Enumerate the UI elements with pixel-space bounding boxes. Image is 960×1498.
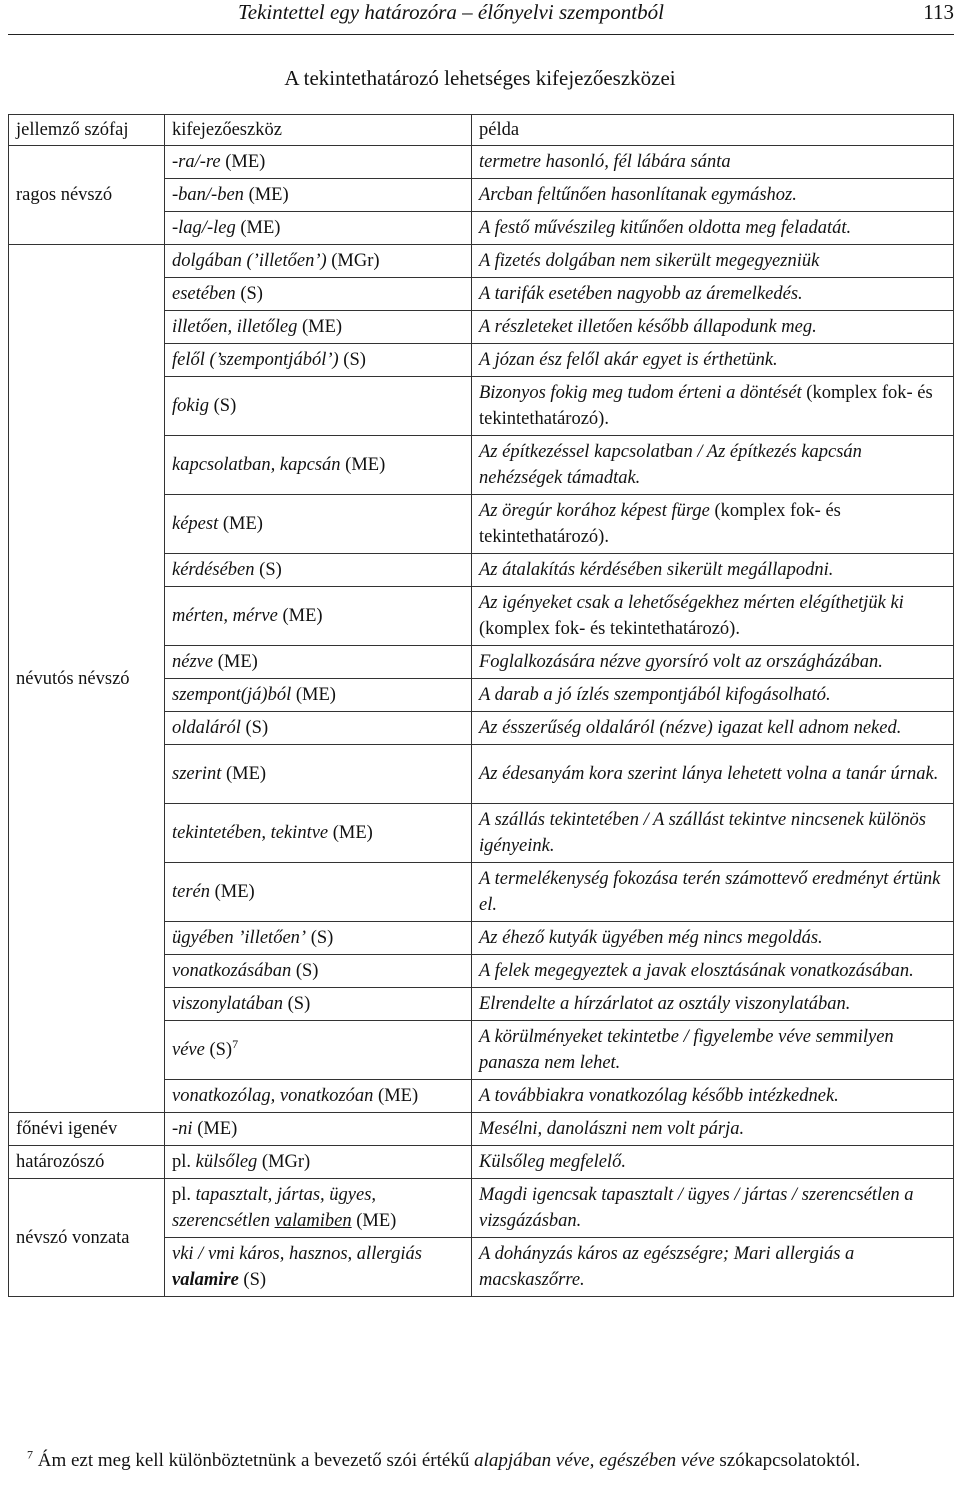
- expression-cell: kapcsolatban, kapcsán (ME): [165, 436, 472, 495]
- footnote: [8, 1447, 952, 1475]
- expression-cell: -ra/-re (ME): [165, 146, 472, 179]
- group-cell: főnévi igenév: [9, 1113, 165, 1146]
- example-cell: A dohányzás káros az egészségre; Mari allergiás a macskaszőrre.: [472, 1238, 954, 1297]
- example-cell: A körülményeket tekintetbe / figyelembe véve semmilyen panasza nem lehet.: [472, 1021, 954, 1080]
- example-cell: A fizetés dolgában nem sikerült megegyezniük: [472, 245, 954, 278]
- table-row: [9, 245, 954, 278]
- example-cell: A felek megegyeztek a javak elosztásának vonatkozásában.: [472, 955, 954, 988]
- example-cell: A darab a jó ízlés szempontjából kifogásolható.: [472, 679, 954, 712]
- footnote-emphasis: alapjában véve, egészében véve: [474, 1450, 715, 1471]
- example-cell: Az ésszerűség oldaláról (nézve) igazat kell adnom neked.: [472, 712, 954, 745]
- expression-cell: vonatkozásában (S): [165, 955, 472, 988]
- table-row: [9, 146, 954, 179]
- expression-cell: mérten, mérve (ME): [165, 587, 472, 646]
- expression-cell: pl. külsőleg (MGr): [165, 1146, 472, 1179]
- footnote-text-end: szókapcsolatoktól.: [719, 1450, 861, 1471]
- table-row: [9, 1146, 954, 1179]
- column-header: példa: [472, 115, 954, 146]
- expression-cell: vonatkozólag, vonatkozóan (ME): [165, 1080, 472, 1113]
- example-cell: A szállás tekintetében / A szállást tekintve nincsenek különös igényeink.: [472, 804, 954, 863]
- example-cell: Elrendelte a hírzárlatot az osztály viszonylatában.: [472, 988, 954, 1021]
- example-cell: A tarifák esetében nagyobb az áremelkedés.: [472, 278, 954, 311]
- expression-cell: -ban/-ben (ME): [165, 179, 472, 212]
- expression-table: [8, 114, 954, 1297]
- expression-cell: -lag/-leg (ME): [165, 212, 472, 245]
- example-cell: A továbbiakra vonatkozólag később intézkednek.: [472, 1080, 954, 1113]
- expression-cell: szerint (ME): [165, 745, 472, 804]
- group-cell: ragos névszó: [9, 146, 165, 245]
- expression-cell: illetően, illetőleg (ME): [165, 311, 472, 344]
- expression-cell: oldaláról (S): [165, 712, 472, 745]
- expression-cell: terén (ME): [165, 863, 472, 922]
- table-header-row: [9, 115, 954, 146]
- expression-cell: ügyében ’illetően’ (S): [165, 922, 472, 955]
- expression-cell: dolgában (’illetően’) (MGr): [165, 245, 472, 278]
- example-cell: A részleteket illetően később állapodunk meg.: [472, 311, 954, 344]
- expression-cell: tekintetében, tekintve (ME): [165, 804, 472, 863]
- example-cell: Az építkezéssel kapcsolatban / Az építkezés kapcsán nehézségek támadtak.: [472, 436, 954, 495]
- table-caption: A tekintethatározó lehetséges kifejezőeszközei: [284, 66, 676, 90]
- example-cell: Arcban feltűnően hasonlítanak egymáshoz.: [472, 179, 954, 212]
- example-cell: Az édesanyám kora szerint lánya lehetett volna a tanár úrnak.: [472, 745, 954, 804]
- table-row: [9, 1179, 954, 1238]
- example-cell: Az öregúr korához képest fürge (komplex fok- és tekintethatározó).: [472, 495, 954, 554]
- expression-cell: képest (ME): [165, 495, 472, 554]
- footnote-ref: 7: [232, 1036, 239, 1051]
- footnote-number: 7: [27, 1447, 33, 1462]
- example-cell: Bizonyos fokig meg tudom érteni a döntését (komplex fok- és tekintethatározó).: [472, 377, 954, 436]
- running-header: [8, 0, 954, 35]
- group-cell: névutós névszó: [9, 245, 165, 1113]
- expression-cell: kérdésében (S): [165, 554, 472, 587]
- example-cell: Az átalakítás kérdésében sikerült megállapodni.: [472, 554, 954, 587]
- example-cell: Az igényeket csak a lehetőségekhez mérten elégíthetjük ki (komplex fok- és tekintethatározó).: [472, 587, 954, 646]
- page-number: 113: [923, 0, 954, 24]
- expression-cell: felől (’szempontjából’) (S): [165, 344, 472, 377]
- table-row: [9, 1113, 954, 1146]
- expression-cell: szempont(já)ból (ME): [165, 679, 472, 712]
- expression-cell: nézve (ME): [165, 646, 472, 679]
- expression-cell: fokig (S): [165, 377, 472, 436]
- expression-cell: esetében (S): [165, 278, 472, 311]
- example-cell: A termelékenység fokozása terén számottevő eredményt értünk el.: [472, 863, 954, 922]
- running-title: Tekintettel egy határozóra – élőnyelvi szempontból: [238, 0, 664, 24]
- example-cell: A festő művészileg kitűnően oldotta meg feladatát.: [472, 212, 954, 245]
- group-cell: névszó vonzata: [9, 1179, 165, 1297]
- expression-cell: vki / vmi káros, hasznos, allergiás valamire (S): [165, 1238, 472, 1297]
- footnote-text: Ám ezt meg kell különböztetnünk a bevezető szói értékű: [37, 1450, 470, 1471]
- expression-cell: pl. tapasztalt, jártas, ügyes, szerencsétlen valamiben (ME): [165, 1179, 472, 1238]
- expression-cell: viszonylatában (S): [165, 988, 472, 1021]
- column-header: kifejezőeszköz: [165, 115, 472, 146]
- column-header: jellemző szófaj: [9, 115, 165, 146]
- example-cell: A józan ész felől akár egyet is érthetünk.: [472, 344, 954, 377]
- example-cell: Mesélni, danolászni nem volt párja.: [472, 1113, 954, 1146]
- example-cell: Magdi igencsak tapasztalt / ügyes / jártas / szerencsétlen a vizsgázásban.: [472, 1179, 954, 1238]
- expression-cell: -ni (ME): [165, 1113, 472, 1146]
- example-cell: Az éhező kutyák ügyében még nincs megoldás.: [472, 922, 954, 955]
- example-cell: Külsőleg megfelelő.: [472, 1146, 954, 1179]
- example-cell: termetre hasonló, fél lábára sánta: [472, 146, 954, 179]
- example-cell: Foglalkozására nézve gyorsíró volt az országházában.: [472, 646, 954, 679]
- expression-cell: véve $(S)^7$: [165, 1021, 472, 1080]
- group-cell: határozószó: [9, 1146, 165, 1179]
